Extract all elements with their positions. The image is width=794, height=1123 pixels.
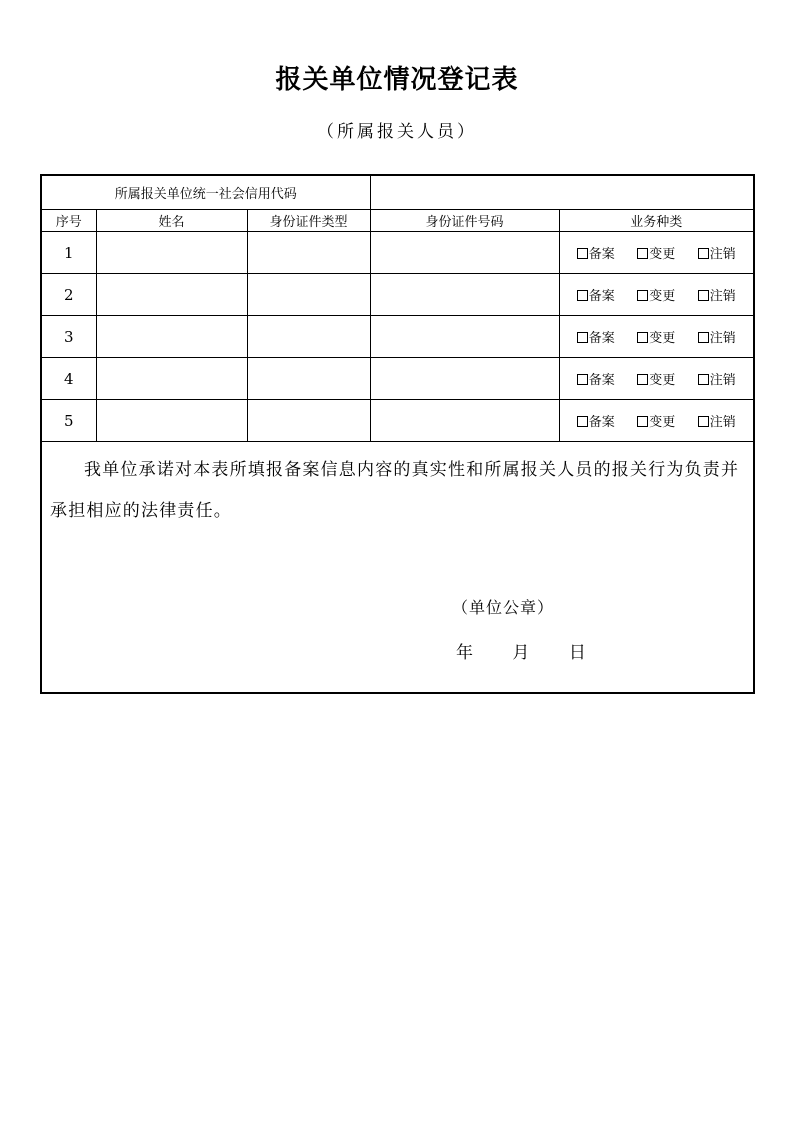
row-seq: 3 — [41, 316, 96, 358]
name-field[interactable] — [96, 400, 247, 442]
cancel-checkbox[interactable] — [698, 243, 736, 262]
filing-checkbox[interactable] — [577, 285, 615, 304]
table-row — [41, 358, 754, 400]
filing-label: 备案 — [588, 415, 615, 430]
cancel-checkbox[interactable] — [698, 285, 736, 304]
business-type-cell — [559, 274, 754, 316]
checkbox-square-icon — [577, 374, 588, 385]
business-type-cell — [559, 316, 754, 358]
checkbox-square-icon — [577, 290, 588, 301]
row-seq: 1 — [41, 232, 96, 274]
unit-seal-label: （单位公章） — [452, 598, 555, 617]
checkbox-square-icon — [637, 290, 648, 301]
checkbox-square-icon — [577, 416, 588, 427]
change-checkbox[interactable] — [637, 411, 675, 430]
row-seq: 2 — [41, 274, 96, 316]
id-type-field[interactable] — [247, 358, 370, 400]
business-type-cell — [559, 232, 754, 274]
cancel-label: 注销 — [709, 373, 736, 388]
change-checkbox[interactable] — [637, 285, 675, 304]
name-field[interactable] — [96, 274, 247, 316]
id-number-field[interactable] — [370, 232, 559, 274]
row-seq: 4 — [41, 358, 96, 400]
form-title: 报关单位情况登记表 — [275, 65, 519, 95]
header-name: 姓名 — [96, 210, 247, 232]
id-number-field[interactable] — [370, 358, 559, 400]
checkbox-square-icon — [637, 374, 648, 385]
checkbox-square-icon — [637, 332, 648, 343]
change-label: 变更 — [649, 373, 676, 388]
checkbox-square-icon — [637, 416, 648, 427]
pledge-text: 我单位承诺对本表所填报备案信息内容的真实性和所属报关人员的报关行为负责并承担相应的法律责任。 — [50, 460, 740, 521]
checkbox-square-icon — [577, 248, 588, 259]
name-field[interactable] — [96, 316, 247, 358]
change-label: 变更 — [649, 289, 676, 304]
change-label: 变更 — [649, 415, 676, 430]
cancel-label: 注销 — [709, 247, 736, 262]
business-type-cell — [559, 400, 754, 442]
change-checkbox[interactable] — [637, 243, 675, 262]
filing-label: 备案 — [588, 247, 615, 262]
change-checkbox[interactable] — [637, 327, 675, 346]
pledge-section — [41, 442, 754, 694]
checkbox-square-icon — [698, 248, 709, 259]
cancel-label: 注销 — [709, 331, 736, 346]
checkbox-square-icon — [698, 332, 709, 343]
cancel-checkbox[interactable] — [698, 369, 736, 388]
filing-label: 备案 — [588, 289, 615, 304]
cancel-label: 注销 — [709, 289, 736, 304]
change-label: 变更 — [649, 247, 676, 262]
cancel-checkbox[interactable] — [698, 411, 736, 430]
id-type-field[interactable] — [247, 274, 370, 316]
table-row — [41, 316, 754, 358]
checkbox-square-icon — [577, 332, 588, 343]
id-type-field[interactable] — [247, 232, 370, 274]
header-id-type: 身份证件类型 — [247, 210, 370, 232]
checkbox-square-icon — [637, 248, 648, 259]
form-subtitle: （所属报关人员） — [317, 122, 477, 142]
registration-table — [40, 174, 755, 694]
business-type-cell — [559, 358, 754, 400]
header-seq: 序号 — [41, 210, 96, 232]
checkbox-square-icon — [698, 374, 709, 385]
table-row — [41, 274, 754, 316]
id-number-field[interactable] — [370, 316, 559, 358]
filing-checkbox[interactable] — [577, 243, 615, 262]
id-number-field[interactable] — [370, 400, 559, 442]
date-year-label: 年 — [456, 643, 473, 663]
cancel-checkbox[interactable] — [698, 327, 736, 346]
id-number-field[interactable] — [370, 274, 559, 316]
filing-checkbox[interactable] — [577, 369, 615, 388]
change-label: 变更 — [649, 331, 676, 346]
date-day-label: 日 — [568, 643, 586, 663]
date-month-label: 月 — [512, 643, 530, 663]
id-type-field[interactable] — [247, 316, 370, 358]
table-row — [41, 400, 754, 442]
table-row — [41, 232, 754, 274]
date-line — [456, 638, 620, 663]
filing-checkbox[interactable] — [577, 411, 615, 430]
credit-code-label: 所属报关单位统一社会信用代码 — [41, 175, 370, 210]
cancel-label: 注销 — [709, 415, 736, 430]
table-header-row — [41, 210, 754, 232]
filing-label: 备案 — [588, 373, 615, 388]
credit-code-field[interactable] — [370, 175, 754, 210]
checkbox-square-icon — [698, 416, 709, 427]
header-business-type: 业务种类 — [559, 210, 754, 232]
id-type-field[interactable] — [247, 400, 370, 442]
header-id-number: 身份证件号码 — [370, 210, 559, 232]
filing-label: 备案 — [588, 331, 615, 346]
change-checkbox[interactable] — [637, 369, 675, 388]
checkbox-square-icon — [698, 290, 709, 301]
name-field[interactable] — [96, 358, 247, 400]
filing-checkbox[interactable] — [577, 327, 615, 346]
row-seq: 5 — [41, 400, 96, 442]
name-field[interactable] — [96, 232, 247, 274]
